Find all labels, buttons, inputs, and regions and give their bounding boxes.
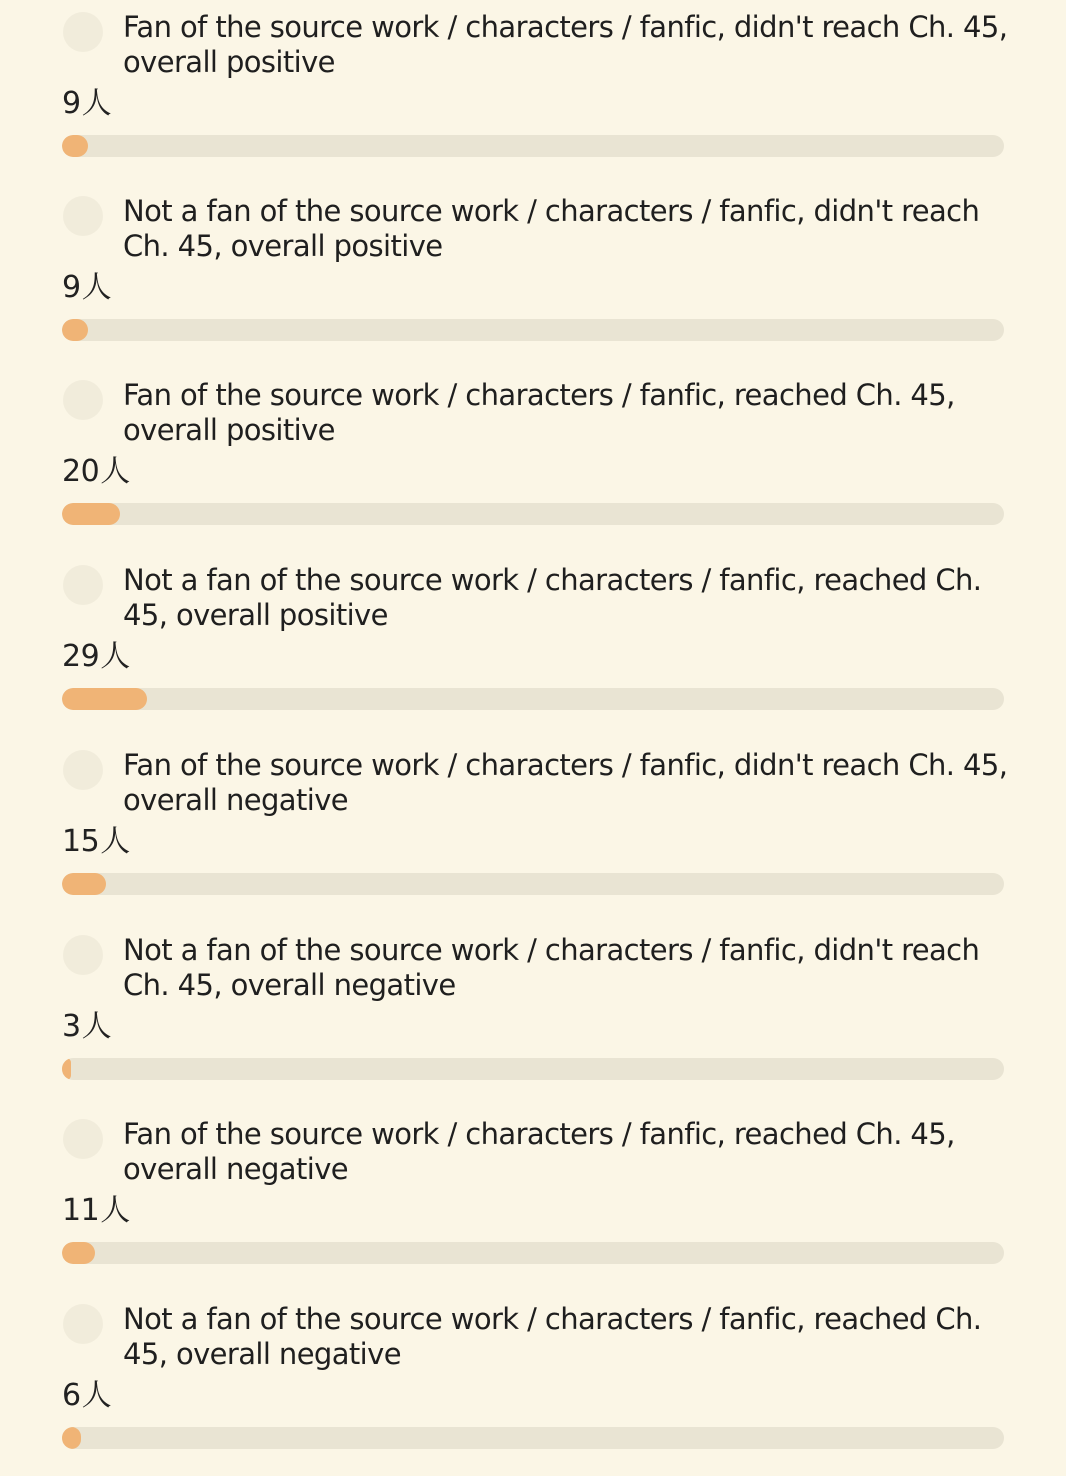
vote-count-unit: 人 — [100, 454, 130, 489]
radio-button[interactable] — [63, 750, 103, 790]
radio-button[interactable] — [63, 196, 103, 236]
radio-button[interactable] — [63, 1119, 103, 1159]
vote-count-unit: 人 — [81, 1009, 112, 1044]
progress-track — [62, 1242, 1004, 1264]
progress-fill — [62, 688, 147, 710]
progress-track — [62, 319, 1004, 341]
vote-count-number: 9 — [62, 86, 81, 121]
poll-option — [0, 553, 1066, 737]
option-label[interactable]: Fan of the source work / characters / fanfic, didn't reach Ch. 45, overall positive — [123, 10, 1008, 79]
progress-track — [62, 135, 1004, 157]
vote-count-number: 15 — [62, 824, 100, 859]
option-label[interactable]: Fan of the source work / characters / fanfic, didn't reach Ch. 45, overall negative — [123, 748, 1008, 817]
vote-count — [62, 824, 130, 860]
progress-fill — [62, 873, 106, 895]
option-label[interactable]: Fan of the source work / characters / fanfic, reached Ch. 45, overall positive — [123, 378, 955, 447]
progress-track — [62, 1427, 1004, 1449]
vote-count — [62, 454, 130, 490]
vote-count — [62, 86, 111, 122]
radio-button[interactable] — [63, 1304, 103, 1344]
option-label[interactable]: Not a fan of the source work / characters / fanfic, reached Ch. 45, overall positive — [123, 563, 982, 632]
vote-count-number: 6 — [62, 1378, 81, 1413]
option-label[interactable]: Not a fan of the source work / characters / fanfic, didn't reach Ch. 45, overall positive — [123, 194, 980, 263]
poll-option — [0, 184, 1066, 368]
vote-count-unit: 人 — [81, 1378, 112, 1413]
vote-count-number: 29 — [62, 639, 100, 674]
vote-count-number: 11 — [62, 1193, 100, 1228]
progress-track — [62, 873, 1004, 895]
progress-track — [62, 1058, 1004, 1080]
poll-option — [0, 368, 1066, 552]
radio-button[interactable] — [63, 380, 103, 420]
vote-count — [62, 270, 111, 306]
progress-fill — [62, 135, 88, 157]
vote-count-unit: 人 — [81, 270, 112, 305]
vote-count-number: 20 — [62, 454, 100, 489]
poll-option — [0, 1107, 1066, 1291]
radio-button[interactable] — [63, 565, 103, 605]
poll-option — [0, 1292, 1066, 1476]
vote-count — [62, 1378, 111, 1414]
vote-count — [62, 1009, 111, 1045]
vote-count — [62, 1193, 130, 1229]
vote-count-unit: 人 — [81, 86, 112, 121]
progress-fill — [62, 1242, 95, 1264]
radio-button[interactable] — [63, 12, 103, 52]
vote-count-number: 9 — [62, 270, 81, 305]
vote-count-unit: 人 — [100, 639, 130, 674]
poll-option — [0, 0, 1066, 184]
progress-fill — [62, 319, 88, 341]
option-label[interactable]: Fan of the source work / characters / fanfic, reached Ch. 45, overall negative — [123, 1117, 955, 1186]
poll-option — [0, 738, 1066, 922]
progress-fill — [62, 1427, 81, 1449]
progress-fill — [62, 1058, 71, 1080]
vote-count-number: 3 — [62, 1009, 81, 1044]
option-label[interactable]: Not a fan of the source work / characters / fanfic, reached Ch. 45, overall negative — [123, 1302, 982, 1371]
option-label[interactable]: Not a fan of the source work / characters / fanfic, didn't reach Ch. 45, overall negative — [123, 933, 980, 1002]
poll-option — [0, 923, 1066, 1107]
progress-track — [62, 503, 1004, 525]
vote-count — [62, 639, 130, 675]
radio-button[interactable] — [63, 935, 103, 975]
progress-track — [62, 688, 1004, 710]
progress-fill — [62, 503, 120, 525]
vote-count-unit: 人 — [100, 1193, 130, 1228]
vote-count-unit: 人 — [100, 824, 130, 859]
